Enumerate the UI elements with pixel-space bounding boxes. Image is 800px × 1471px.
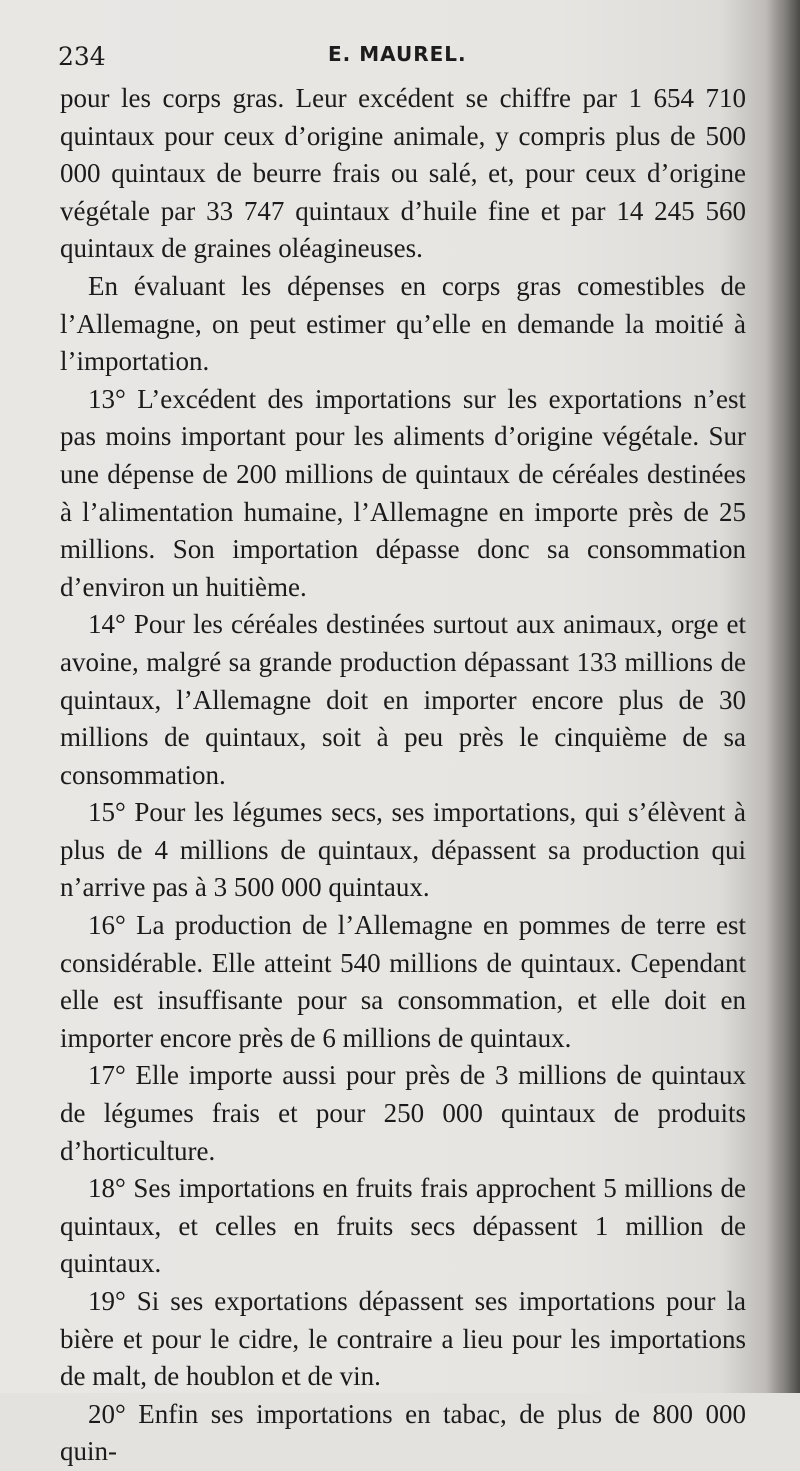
paragraph-evaluation: En évaluant les dépenses en corps gras comestibles de l’Allemagne, on peut estimer qu’elle en demande la moitié à l’importation. <box>60 270 746 377</box>
paragraph-20: 20° Enfin ses importations en tabac, de plus de 800 000 quin- <box>60 1398 746 1467</box>
paragraph-14: 14° Pour les céréales destinées surtout aux animaux, orge et avoine, malgré sa grande production dépassant 133 millions de quintaux, l’Allemagne doit en importer encore plus de 30 millions de quintaux, soit à peu près le cinquième de sa consommation. <box>60 609 746 790</box>
running-head <box>58 38 748 74</box>
body-text <box>60 80 746 1471</box>
page-edge-shadow <box>766 0 800 1393</box>
paragraph-15: 15° Pour les légumes secs, ses importations, qui s’élèvent à plus de 4 millions de quintaux, dépassent sa production qui n’arrive pas à 3 500 000 quintaux. <box>60 797 746 903</box>
running-title: E. MAUREL. <box>328 42 467 66</box>
paragraph-17: 17° Elle importe aussi pour près de 3 millions de quintaux de légumes frais et pour 250 000 quintaux de produits d’horticulture. <box>60 1060 746 1166</box>
paragraph-16: 16° La production de l’Allemagne en pommes de terre est considérable. Elle atteint 540 millions de quintaux. Cependant elle est insuffisante pour sa consommation, et elle doit en importer encore près de 6 millions de quintaux. <box>60 910 746 1053</box>
paragraph-13: 13° L’excédent des importations sur les exportations n’est pas moins important pour les aliments d’origine végétale. Sur une dépense de 200 millions de quintaux de céréales destinées à l’alimentation humaine, l’Allemagne en importe près de 25 millions. Son importation dépasse donc sa consommation d’environ un huitième. <box>60 383 746 602</box>
paragraph-19: 19° Si ses exportations dépassent ses importations pour la bière et pour le cidre, le contraire a lieu pour les importations de malt, de houblon et de vin. <box>60 1286 746 1392</box>
page-number: 234 <box>58 42 106 71</box>
paragraph-corps-gras: pour les corps gras. Leur excédent se chiffre par 1 654 710 quintaux pour ceux d’origine animale, y compris plus de 500 000 quintaux de beurre frais ou salé, et, pour ceux d’origine végétale par 33 747 quintaux d’huile fine et par 14 245 560 quintaux de graines oléagineuses. <box>60 83 746 264</box>
paragraph-18: 18° Ses importations en fruits frais approchent 5 millions de quintaux, et celles en fruits secs dépassent 1 million de quintaux. <box>60 1173 746 1279</box>
